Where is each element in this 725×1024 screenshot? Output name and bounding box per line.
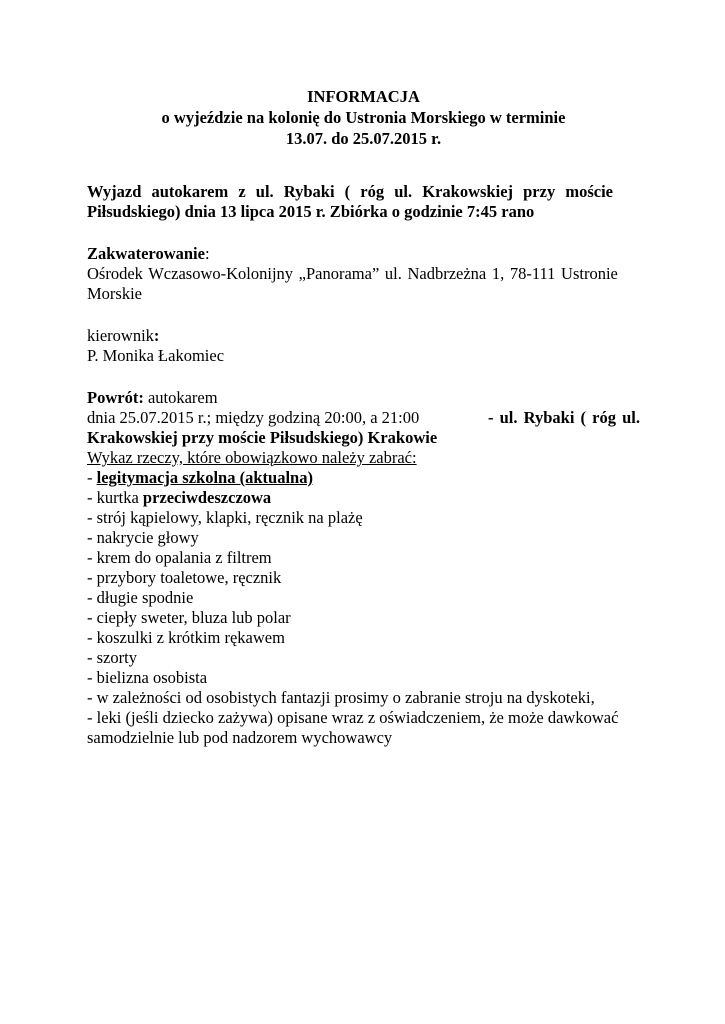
document-page	[87, 86, 640, 748]
departure-section	[87, 182, 640, 222]
checklist-heading: Wykaz rzeczy, które obowiązkowo należy zabrać:	[87, 448, 417, 467]
spacer	[87, 149, 640, 182]
return-line-2	[87, 408, 640, 428]
return-label: Powrót:	[87, 388, 144, 407]
return-place-end: Krakowskiej przy moście Piłsudskiego) Krakowie	[87, 428, 438, 447]
list-item: - leki (jeśli dziecko zażywa) opisane wraz z oświadczeniem, że może dawkować samodzielnie lub pod nadzorem wychowawcy	[87, 708, 619, 747]
list-item	[87, 468, 640, 488]
accommodation-label: Zakwaterowanie	[87, 244, 205, 263]
document-title: INFORMACJA	[307, 87, 420, 106]
checklist-section	[87, 448, 640, 748]
spacer	[87, 366, 640, 388]
return-place-start: - ul. Rybaki ( róg ul.	[488, 408, 640, 427]
checklist	[87, 468, 640, 748]
list-item: - szorty	[87, 648, 137, 667]
accommodation-heading	[87, 244, 640, 264]
list-item: - koszulki z krótkim rękawem	[87, 628, 285, 647]
document-subtitle: o wyjeździe na kolonię do Ustronia Morskiego w terminie	[161, 108, 566, 127]
departure-line-2: Piłsudskiego) dnia 13 lipca 2015 r. Zbiórka o godzinie 7:45 rano	[87, 202, 535, 221]
list-item: - bielizna osobista	[87, 668, 208, 687]
accommodation-colon: :	[204, 244, 210, 263]
accommodation-address-2: Morskie	[87, 284, 142, 303]
accommodation-section	[87, 244, 640, 304]
list-item: - krem do opalania z filtrem	[87, 548, 272, 567]
list-item-prefix: - kurtka	[87, 488, 143, 507]
school-id-item: legitymacja szkolna (aktualna)	[96, 468, 313, 487]
list-item: - nakrycie głowy	[87, 528, 199, 547]
departure-line-1	[87, 182, 640, 202]
title-block	[87, 86, 640, 149]
return-label-rest: autokarem	[143, 388, 218, 407]
list-item: - strój kąpielowy, klapki, ręcznik na plażę	[87, 508, 363, 527]
departure-text-1: Wyjazd autokarem z ul. Rybaki ( róg ul. Krakowskiej przy moście	[87, 182, 613, 201]
list-item: - przybory toaletowe, ręcznik	[87, 568, 282, 587]
list-item: - długie spodnie	[87, 588, 194, 607]
manager-colon: :	[153, 326, 160, 345]
manager-label: kierownik	[87, 326, 154, 345]
manager-section	[87, 326, 640, 366]
return-date-time: dnia 25.07.2015 r.; między godziną 20:00, a 21:00	[87, 408, 420, 427]
list-item: - w zależności od osobistych fantazji prosimy o zabranie stroju na dyskoteki,	[87, 688, 595, 707]
accommodation-address-1: Ośrodek Wczasowo-Kolonijny „Panorama” ul. Nadbrzeżna 1, 78-111 Ustronie	[87, 264, 618, 283]
manager-name: P. Monika Łakomiec	[87, 346, 225, 365]
list-item	[87, 488, 640, 508]
document-dates: 13.07. do 25.07.2015 r.	[285, 129, 442, 148]
list-item: - ciepły sweter, bluza lub polar	[87, 608, 291, 627]
return-section	[87, 388, 640, 448]
list-item-prefix: -	[87, 468, 97, 487]
raincoat-item: przeciwdeszczowa	[142, 488, 272, 507]
spacer	[87, 222, 640, 244]
return-heading	[87, 388, 640, 408]
spacer	[87, 304, 640, 326]
manager-heading	[87, 326, 640, 346]
